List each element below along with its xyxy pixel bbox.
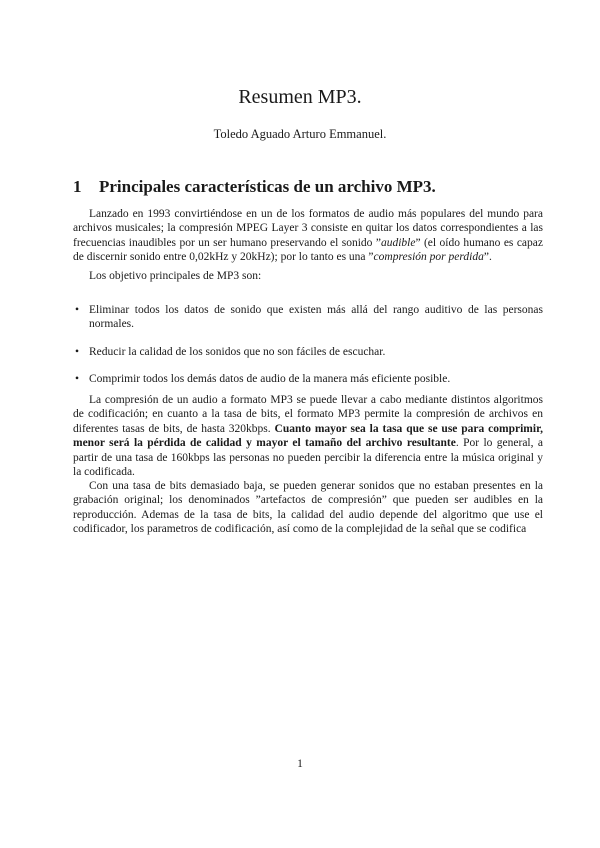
objectives-list [73,303,543,400]
section-title: Principales características de un archivo MP3. [99,177,436,196]
intro-italic-compresion: compresión por perdida [373,251,484,264]
intro-paragraph [73,207,543,265]
bullet-icon: • [75,345,80,358]
document-author: Toledo Aguado Arturo Emmanuel. [213,127,387,141]
intro-text-1: Lanzado en 1993 convirtiéndose en un de los formatos de audio más populares del mundo para archivos musicales; la compresión MPEG Layer 3 consiste en quitar los datos correspondientes a las frecuencias inaudibles por un ser humano preservando el sonido ” [73,208,543,249]
bitrate-paragraph: Con una tasa de bits demasiado baja, se pueden generar sonidos que no estaban presentes en la grabación original; los denominados ”artefactos de compresión” que pueden ser audibles en la reproducción. Ademas de la tasa de bits, la calidad del audio depende del algoritmo que use el codificador, los parametros de codificación, así como de la complejidad de la señal que se codifica [73,480,543,536]
list-item-text: Reducir la calidad de los sonidos que no son fáciles de escuchar. [89,345,386,358]
compression-text-1: La compresión de un audio a formato MP3 se puede llevar a cabo mediante distintos algoritmos de codificación; en cuanto a la tasa de bits, el formato MP3 permite la compresión de archivos en diferentes tasas de bits, de hasta 320kbps. [73,394,543,435]
document-title: Resumen MP3. [238,86,362,108]
list-item [73,303,543,332]
bullet-icon: • [75,373,80,386]
page-number: 1 [297,758,303,770]
intro-block [73,207,543,283]
compression-bold-text: Cuanto mayor sea la tasa que se use para comprimir, menor será la pérdida de calidad y mayor el tamaño del archivo resultante [73,422,543,450]
list-item [73,372,543,386]
intro-text-2: ” (el oído humano es capaz de discernir sonido entre 0,02kHz y 20kHz); por lo tanto es una ” [73,236,543,264]
compression-paragraph-block [73,393,543,479]
bullet-icon: • [75,304,80,316]
list-item-text: Comprimir todos los demás datos de audio de la manera más eficiente posible. [89,373,451,386]
intro-italic-audible: audible [380,236,416,249]
list-item-text: Eliminar todos los datos de sonido que existen más allá del rango auditivo de las personas normales. [89,304,543,331]
compression-text-2: . Por lo general, a partir de una tasa de 160kbps las personas no pueden percibir la diferencia entre la música original y la codificada. [73,437,543,479]
objectives-lead: Los objetivo principales de MP3 son: [89,269,262,282]
bitrate-paragraph-block [73,479,543,537]
section-number: 1 [73,177,82,196]
list-item [73,345,543,359]
compression-paragraph [73,393,543,479]
section-heading [73,177,553,197]
intro-text-3: ”. [483,251,492,264]
